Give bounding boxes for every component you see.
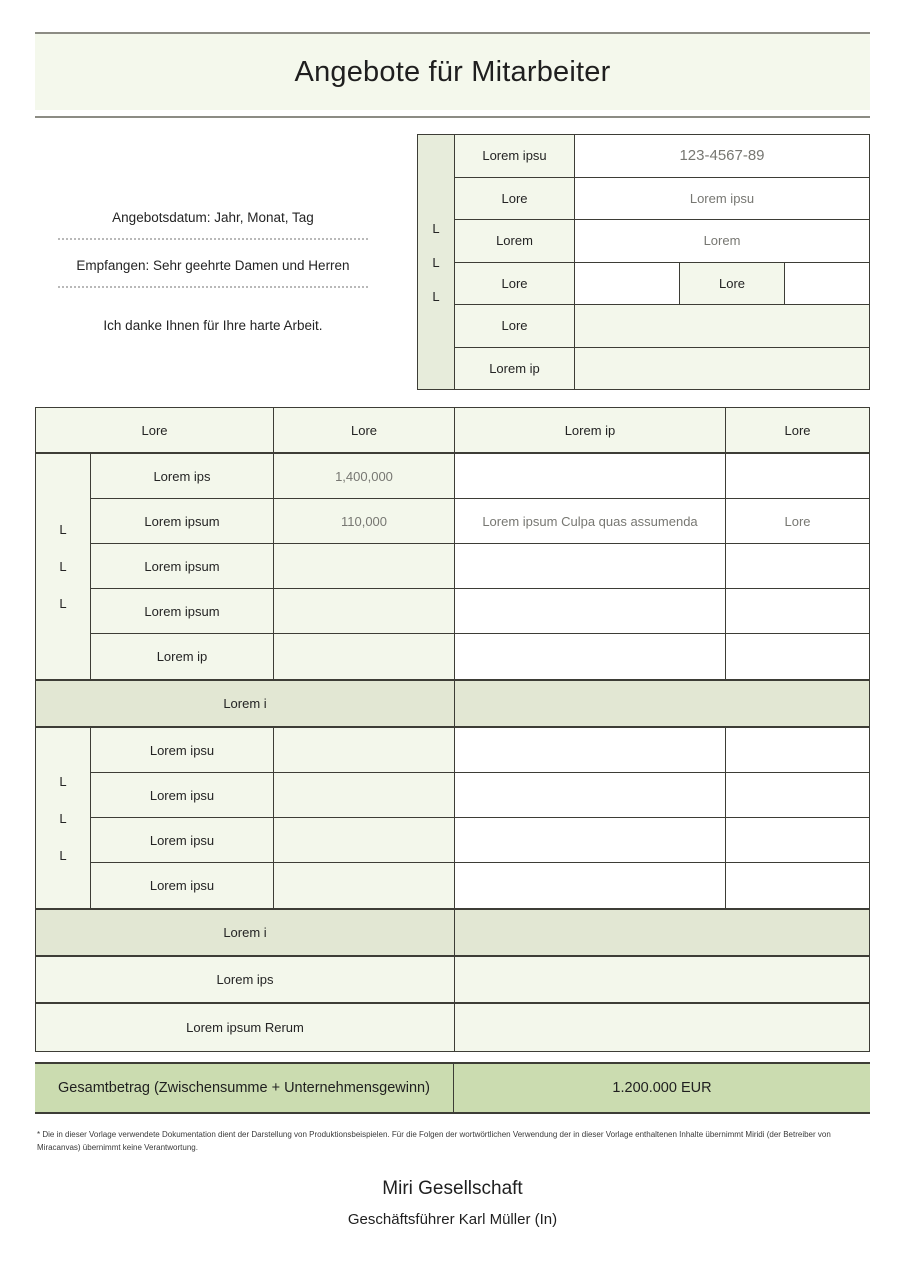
- row-name: Lorem ipsu: [91, 863, 274, 908]
- table-row: [91, 818, 869, 863]
- column-header-name: Lore: [36, 408, 274, 452]
- info-split-value-right[interactable]: [785, 263, 869, 305]
- table-row: [91, 634, 869, 679]
- row-extra[interactable]: [726, 773, 869, 817]
- table-row: [91, 589, 869, 634]
- row-note[interactable]: [455, 773, 726, 817]
- footer-block: [0, 1178, 905, 1228]
- table-row: [91, 454, 869, 499]
- section-two-rows: [91, 728, 869, 908]
- row-extra[interactable]: Lore: [726, 499, 869, 543]
- grand-total-label: Gesamtbetrag (Zwischensumme + Unternehmensgewinn): [35, 1064, 454, 1112]
- row-amount[interactable]: [274, 728, 455, 772]
- row-name: Lorem ipsu: [91, 773, 274, 817]
- table-row: [91, 863, 869, 908]
- band-value[interactable]: [455, 910, 869, 955]
- info-side-mark: L: [432, 220, 440, 236]
- row-note[interactable]: [455, 863, 726, 908]
- column-header-extra: Lore: [726, 408, 869, 452]
- section-side-mark: L: [59, 522, 67, 537]
- table-row: [91, 499, 869, 544]
- info-row-label: Lorem: [455, 220, 575, 262]
- info-table-side-column: [418, 135, 455, 389]
- document-title-band: [35, 32, 870, 110]
- row-note[interactable]: [455, 454, 726, 498]
- info-row-value[interactable]: [575, 305, 869, 347]
- row-amount[interactable]: [274, 589, 455, 633]
- row-extra[interactable]: [726, 863, 869, 908]
- row-extra[interactable]: [726, 544, 869, 588]
- info-row-label: Lore: [455, 263, 575, 305]
- summary-label: Lorem ips: [36, 957, 455, 1002]
- row-name: Lorem ip: [91, 634, 274, 679]
- row-name: Lorem ipsum: [91, 499, 274, 543]
- band-value[interactable]: [455, 681, 869, 726]
- row-extra[interactable]: [726, 728, 869, 772]
- section-side-mark: L: [59, 596, 67, 611]
- info-row: [455, 135, 869, 178]
- row-name: Lorem ips: [91, 454, 274, 498]
- main-table-header: [36, 408, 869, 454]
- info-split-value-left[interactable]: [575, 263, 680, 305]
- info-table-rows: [455, 135, 869, 389]
- grand-total-bar: [35, 1062, 870, 1114]
- table-section-two: [36, 728, 869, 910]
- info-row-value[interactable]: Lorem: [575, 220, 869, 262]
- row-note[interactable]: [455, 544, 726, 588]
- info-row: [455, 305, 869, 348]
- section-side-mark: L: [59, 559, 67, 574]
- row-amount[interactable]: [274, 863, 455, 908]
- row-amount[interactable]: 110,000: [274, 499, 455, 543]
- info-row-label: Lore: [455, 178, 575, 220]
- section-side-mark: L: [59, 847, 67, 863]
- table-row: [91, 773, 869, 818]
- row-name: Lorem ipsu: [91, 728, 274, 772]
- row-name: Lorem ipsu: [91, 818, 274, 862]
- footnote-text: * Die in dieser Vorlage verwendete Dokumentation dient der Darstellung von Produktionsbeispielen. Für die Folgen der wortwörtlichen Verwendung der in dieser Vorlage enthaltenen Inhalte übernimmt Miridi (der Betreiber von Miracanvas) übernimmt keine Verantwortung.: [37, 1130, 831, 1153]
- band-label: Lorem i: [36, 681, 455, 726]
- info-row: [455, 178, 869, 221]
- row-note[interactable]: [455, 634, 726, 679]
- info-side-mark: L: [432, 288, 440, 304]
- offer-date-line: Angebotsdatum: Jahr, Monat, Tag: [112, 210, 314, 225]
- row-extra[interactable]: [726, 454, 869, 498]
- row-extra[interactable]: [726, 634, 869, 679]
- row-note[interactable]: Lorem ipsum Culpa quas assumenda: [455, 499, 726, 543]
- info-split-label: Lore: [680, 263, 785, 305]
- summary-value[interactable]: [455, 1004, 869, 1051]
- summary-row: [36, 1004, 869, 1051]
- table-row: [91, 544, 869, 589]
- grand-total-value: 1.200.000 EUR: [612, 1080, 712, 1096]
- info-row-value[interactable]: Lorem ipsu: [575, 178, 869, 220]
- info-row-label: Lorem ipsu: [455, 135, 575, 177]
- section-side-mark: L: [59, 810, 67, 826]
- info-table: [417, 134, 870, 390]
- row-note[interactable]: [455, 728, 726, 772]
- company-name: Miri Gesellschaft: [382, 1178, 523, 1199]
- intro-divider-2: [58, 286, 368, 288]
- summary-value[interactable]: [455, 957, 869, 1002]
- info-side-mark: L: [432, 254, 440, 270]
- page-title: Angebote für Mitarbeiter: [294, 55, 611, 88]
- summary-label: Lorem ipsum Rerum: [36, 1004, 455, 1051]
- intro-divider-1: [58, 238, 368, 240]
- row-name: Lorem ipsum: [91, 544, 274, 588]
- ceo-name: Geschäftsführer Karl Müller (In): [347, 1211, 558, 1228]
- main-table: [35, 407, 870, 1052]
- info-row-value[interactable]: [575, 348, 869, 390]
- row-amount[interactable]: [274, 544, 455, 588]
- thanks-line: Ich danke Ihnen für Ihre harte Arbeit.: [103, 317, 323, 333]
- section-band-two: [36, 910, 869, 957]
- row-note[interactable]: [455, 589, 726, 633]
- info-row-label: Lore: [455, 305, 575, 347]
- row-name: Lorem ipsum: [91, 589, 274, 633]
- info-row: [455, 348, 869, 390]
- row-amount[interactable]: [274, 773, 455, 817]
- summary-row: [36, 957, 869, 1004]
- row-note[interactable]: [455, 818, 726, 862]
- row-amount[interactable]: [274, 818, 455, 862]
- row-extra[interactable]: [726, 589, 869, 633]
- table-section-one: [36, 454, 869, 681]
- info-row-label: Lorem ip: [455, 348, 575, 390]
- section-one-rows: [91, 454, 869, 679]
- row-extra[interactable]: [726, 818, 869, 862]
- title-divider: [35, 116, 870, 118]
- column-header-amount: Lore: [274, 408, 455, 452]
- row-amount[interactable]: [274, 634, 455, 679]
- section-side-mark: L: [59, 773, 67, 789]
- info-row: [455, 220, 869, 263]
- recipient-line: Empfangen: Sehr geehrte Damen und Herren: [76, 257, 350, 273]
- section-band-one: [36, 681, 869, 728]
- band-label: Lorem i: [36, 910, 455, 955]
- table-row: [91, 728, 869, 773]
- column-header-note: Lorem ip: [455, 408, 726, 452]
- row-amount[interactable]: 1,400,000: [274, 454, 455, 498]
- intro-block: [58, 206, 368, 333]
- info-row-split: [455, 263, 869, 306]
- section-two-side-column: [36, 728, 91, 908]
- section-one-side-column: [36, 454, 91, 679]
- info-row-value[interactable]: 123-4567-89: [575, 135, 869, 177]
